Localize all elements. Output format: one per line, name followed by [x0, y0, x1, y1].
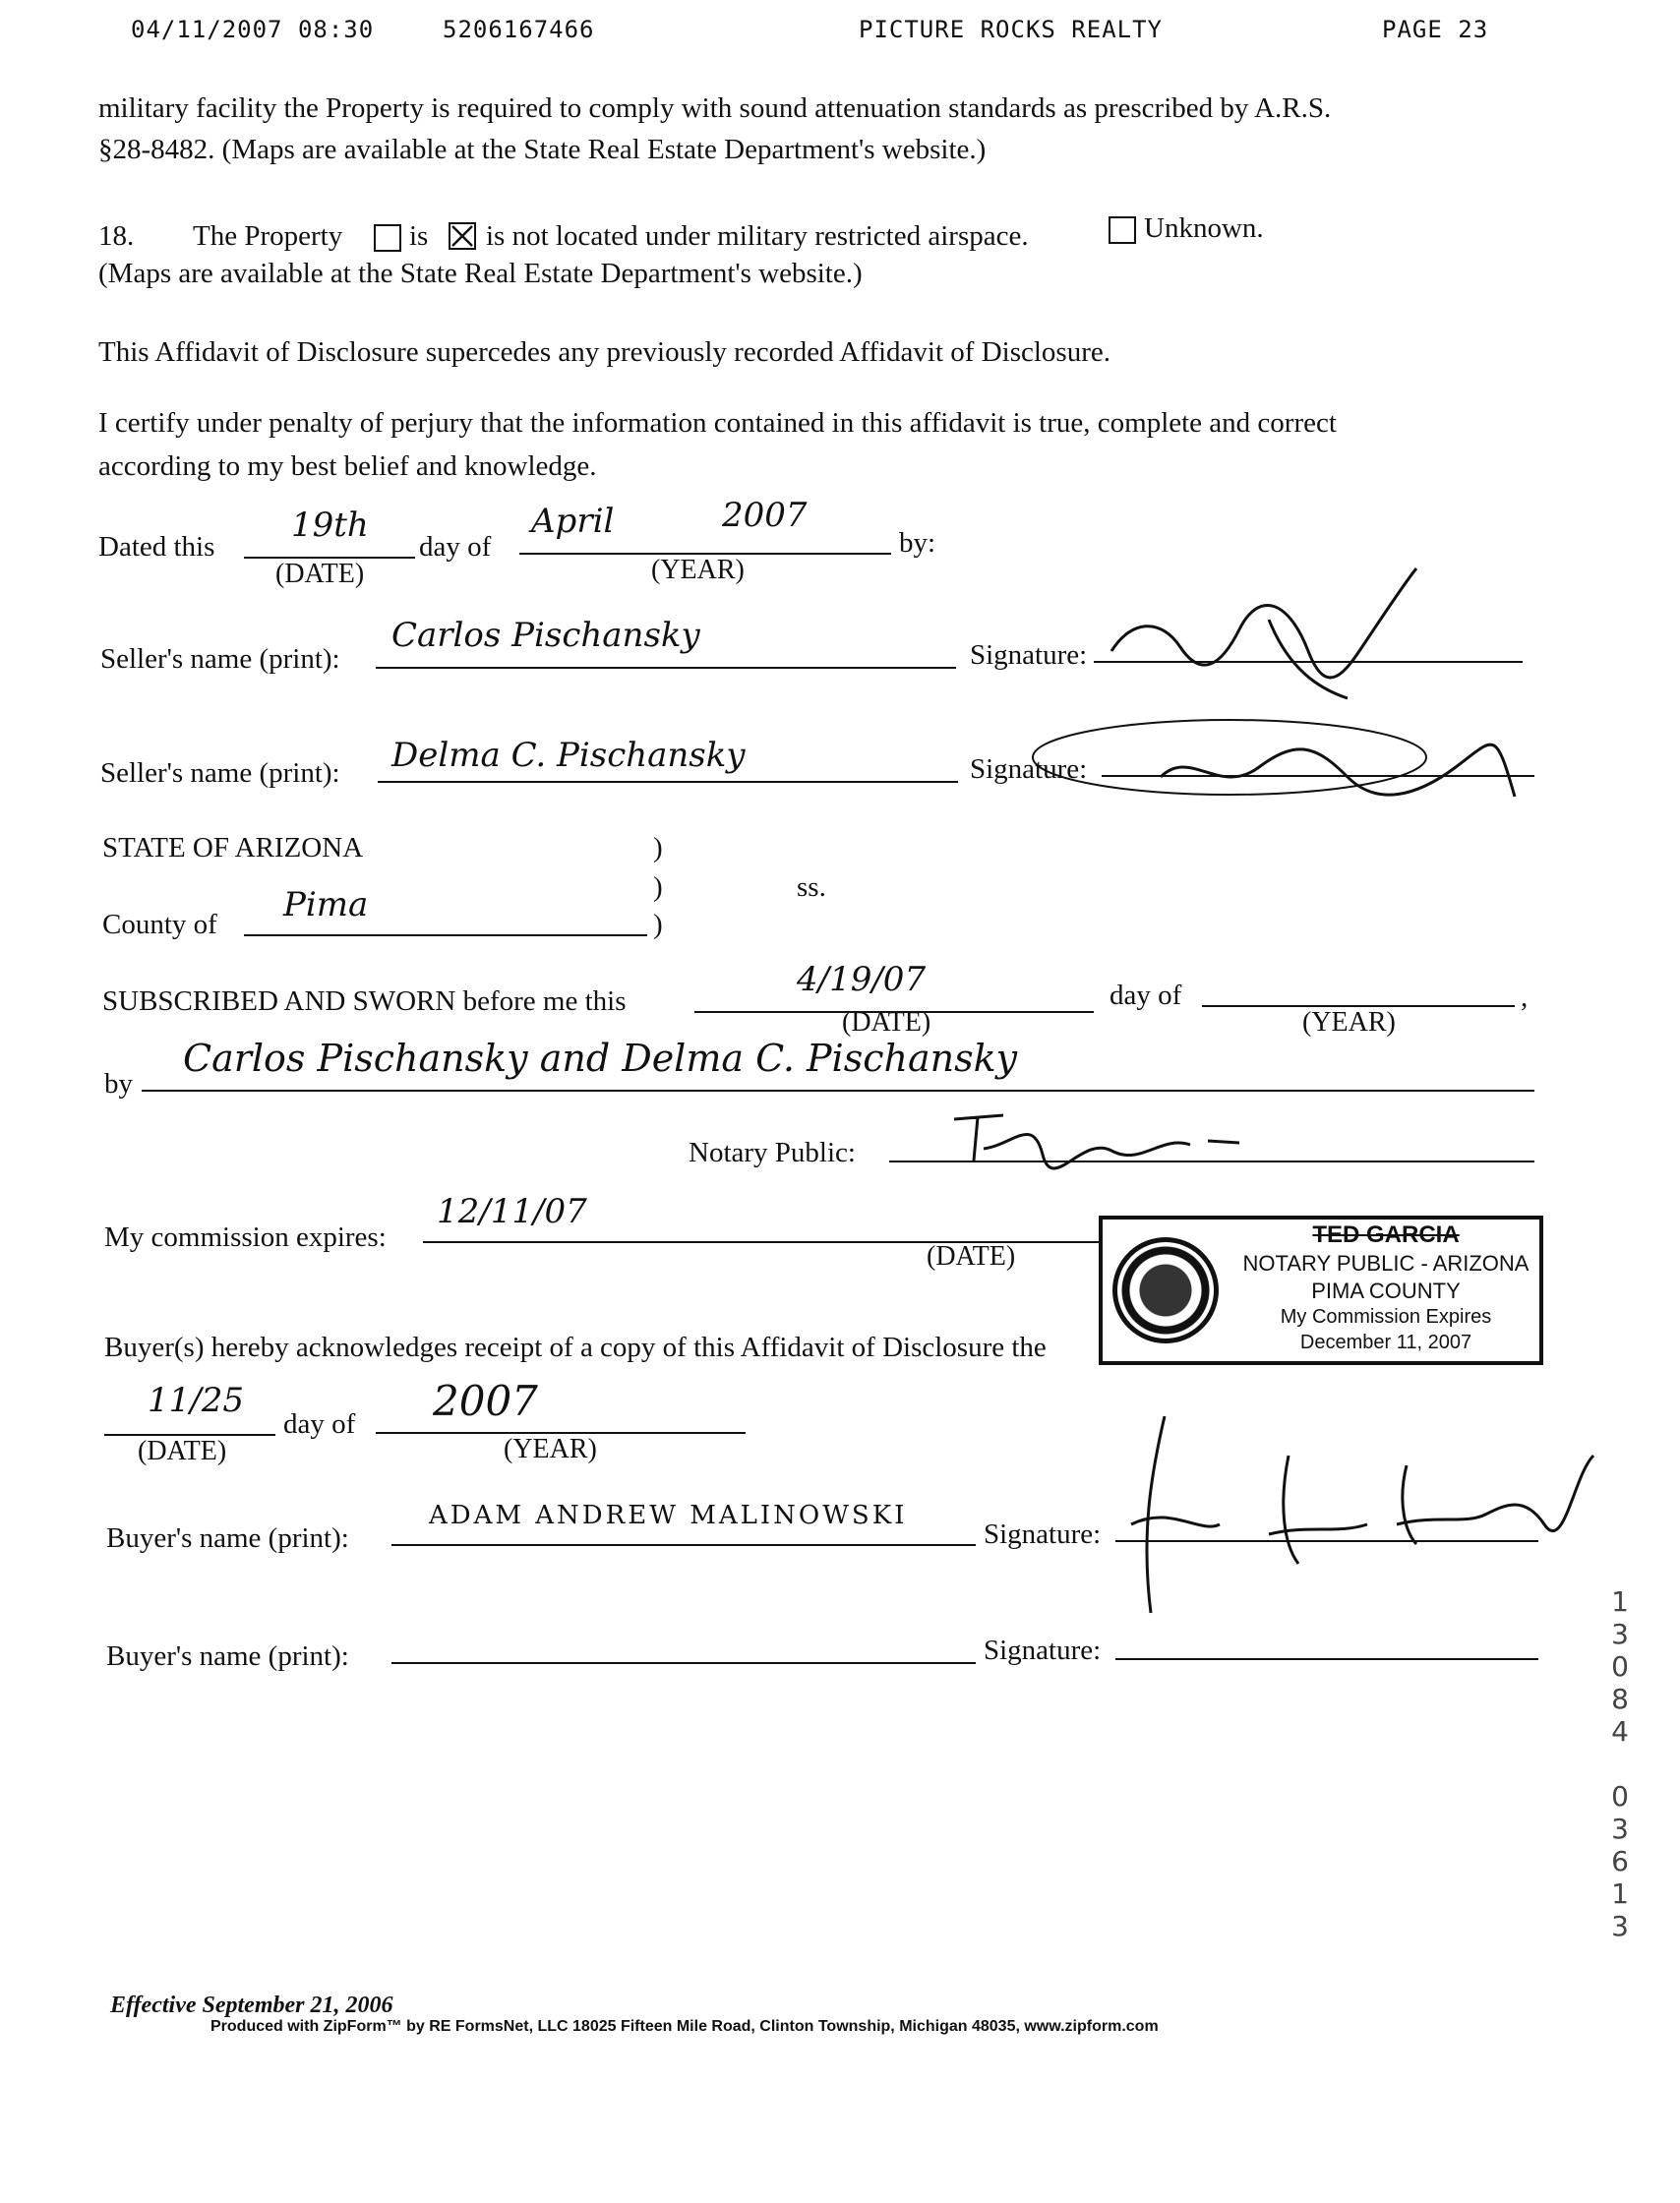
buyer-1-signature-label: Signature: [984, 1518, 1102, 1550]
dated-year-value[interactable]: 2007 [722, 496, 808, 535]
dated-prefix: Dated this [98, 531, 215, 563]
dated-suffix: by: [899, 527, 936, 559]
fax-company: PICTURE ROCKS REALTY [859, 16, 1163, 43]
fax-phone: 5206167466 [443, 16, 595, 43]
venue-ss: ss. [797, 871, 826, 903]
buyer-2-label: Buyer's name (print): [106, 1640, 349, 1672]
seller-2-name[interactable]: Delma C. Pischansky [391, 736, 746, 775]
item-line-2: (Maps are available at the State Real Estate Department's website.) [98, 258, 863, 289]
item-text-unknown: Unknown. [1144, 212, 1264, 244]
footer-produced: Produced with ZipForm™ by RE FormsNet, LLC 18025 Fifteen Mile Road, Clinton Township, Michigan 48035, www.zipform.com [210, 2018, 1159, 2035]
checkbox-is[interactable] [374, 224, 401, 252]
dated-day-caption: (DATE) [275, 559, 365, 589]
buyer-1-signature[interactable] [1111, 1416, 1603, 1642]
checkbox-is-not[interactable] [449, 222, 476, 250]
stamp-line-2: PIMA COUNTY [1311, 1279, 1461, 1303]
check-x-icon [450, 224, 474, 248]
notary-signature[interactable] [944, 1105, 1269, 1170]
subscribed-comma: , [1521, 982, 1529, 1013]
notary-label: Notary Public: [689, 1137, 856, 1168]
certify-line-2: according to my best belief and knowledge. [98, 450, 597, 482]
certify-line-1: I certify under penalty of perjury that the information contained in this affidavit is true, complete and correct [98, 407, 1337, 439]
subscribed-middle: day of [1110, 980, 1182, 1011]
venue-paren-3: ) [653, 909, 663, 940]
fax-page: PAGE 23 [1382, 16, 1489, 43]
seller-2-signature[interactable] [1023, 708, 1534, 826]
subscribed-year-caption: (YEAR) [1302, 1007, 1396, 1038]
buyer-2-signature-label: Signature: [984, 1635, 1102, 1666]
venue-state: STATE OF ARIZONA [102, 832, 364, 863]
seller-2-label: Seller's name (print): [100, 757, 340, 789]
item-text-is: is [409, 220, 429, 252]
seller-1-label: Seller's name (print): [100, 643, 340, 675]
item-text-b: is not located under military restricted airspace. [486, 220, 1029, 252]
intro-line-2: §28-8482. (Maps are available at the State Real Estate Department's website.) [98, 134, 987, 165]
fax-datetime: 04/11/2007 08:30 [131, 16, 375, 43]
dated-year-caption: (YEAR) [651, 555, 745, 585]
item-text-a: The Property [193, 220, 343, 252]
seller-1-name[interactable]: Carlos Pischansky [391, 616, 700, 655]
venue-paren-1: ) [653, 832, 663, 863]
stamp-line-1: NOTARY PUBLIC - ARIZONA [1242, 1251, 1530, 1276]
notary-stamp [1099, 1216, 1543, 1365]
recording-number: 1 3 0 8 4 0 3 6 1 3 [1611, 1585, 1629, 1942]
seller-2-signature-label: Signature: [970, 753, 1088, 785]
subscribed-by-value[interactable]: Carlos Pischansky and Delma C. Pischansky [183, 1037, 1018, 1080]
commission-caption: (DATE) [927, 1241, 1016, 1272]
venue-county-value[interactable]: Pima [283, 885, 369, 924]
subscribed-prefix: SUBSCRIBED AND SWORN before me this [102, 985, 627, 1017]
notary-seal-icon [1112, 1237, 1219, 1343]
buyer-ack-day-caption: (DATE) [138, 1436, 227, 1466]
venue-county-label: County of [102, 909, 217, 940]
subscribed-by-label: by [104, 1068, 133, 1100]
buyer-ack-text: Buyer(s) hereby acknowledges receipt of a copy of this Affidavit of Disclosure the [104, 1332, 1047, 1363]
venue-paren-2: ) [653, 871, 663, 903]
subscribed-date-caption: (DATE) [842, 1007, 931, 1038]
dated-middle: day of [419, 531, 492, 563]
commission-value[interactable]: 12/11/07 [437, 1192, 587, 1231]
buyer-1-name[interactable]: ADAM ANDREW MALINOWSKI [429, 1501, 908, 1530]
buyer-1-label: Buyer's name (print): [106, 1522, 349, 1554]
footer-effective: Effective September 21, 2006 [110, 1993, 393, 2018]
commission-label: My commission expires: [104, 1221, 387, 1253]
seller-1-signature-label: Signature: [970, 639, 1088, 671]
stamp-line-4: December 11, 2007 [1299, 1332, 1472, 1353]
buyer-ack-day-value[interactable]: 11/25 [148, 1381, 244, 1420]
supersede-text: This Affidavit of Disclosure supercedes any previously recorded Affidavit of Disclosure. [98, 336, 1110, 368]
checkbox-unknown[interactable] [1109, 216, 1136, 244]
intro-line-1: military facility the Property is required to comply with sound attenuation standards as prescribed by A.R.S. [98, 92, 1332, 124]
item-number: 18. [98, 220, 135, 252]
stamp-line-3: My Commission Expires [1280, 1306, 1492, 1328]
seller-1-signature[interactable] [1092, 561, 1426, 708]
dated-month-value[interactable]: April [531, 502, 615, 541]
subscribed-date-value[interactable]: 4/19/07 [797, 960, 927, 999]
buyer-ack-year-caption: (YEAR) [504, 1434, 597, 1464]
buyer-ack-year-value[interactable]: 2007 [433, 1377, 538, 1425]
stamp-name: TED GARCIA [1312, 1221, 1460, 1248]
buyer-ack-middle: day of [283, 1408, 356, 1440]
dated-day-value[interactable]: 19th [291, 506, 369, 545]
